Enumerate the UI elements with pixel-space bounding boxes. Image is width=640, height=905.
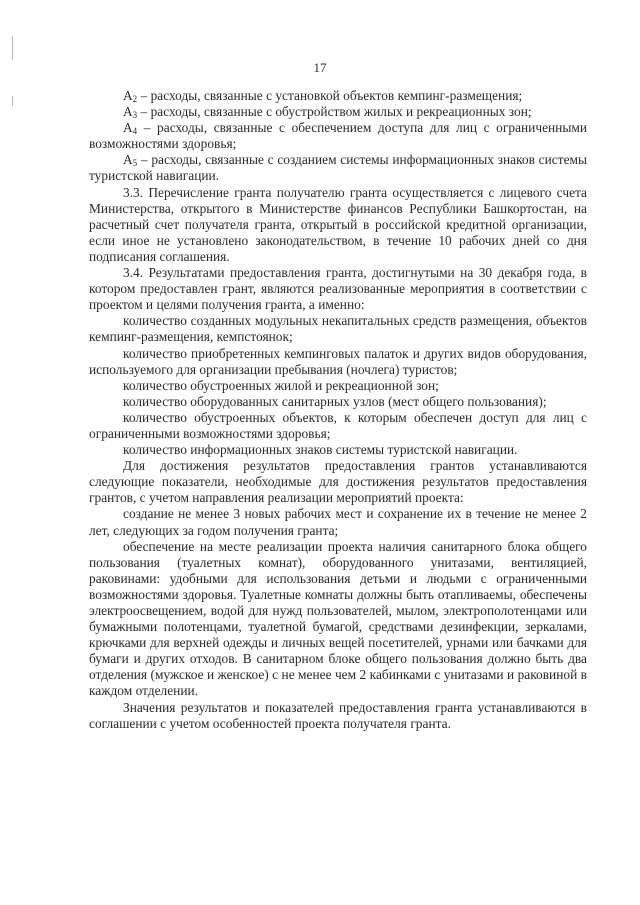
formula-subscript: 3: [132, 110, 138, 121]
paragraph: [89, 88, 587, 104]
paragraph: 3.3. Перечисление гранта получателю гранта осуществляется с лицевого счета Министерства, открытого в Министерстве финансов Республики Башкортостан, на расчетный счет получателя гранта, открытый в российской кредитной организации, если иное не установлено законодательством, в течение 10 рабочих дней со дня подписания соглашения.: [89, 184, 587, 264]
paragraph: количество созданных модульных некапитальных средств размещения, объектов кемпинг-размещения, кемпстоянок;: [89, 313, 587, 345]
paragraph: [89, 152, 587, 184]
paragraph-text: – расходы, связанные с созданием системы информационных знаков системы туристской навигации.: [89, 152, 587, 184]
formula-subscript: 5: [132, 158, 138, 169]
document-body: [89, 88, 587, 732]
paragraph-text: – расходы, связанные с обеспечением доступа для лиц с ограниченными возможностями здоровья;: [89, 120, 587, 152]
paragraph: [89, 120, 587, 152]
paragraph: создание не менее 3 новых рабочих мест и сохранение их в течение не менее 2 лет, следующих за годом получения гранта;: [89, 506, 587, 538]
scan-edge-mark: [12, 36, 13, 60]
paragraph: обеспечение на месте реализации проекта наличия санитарного блока общего пользования (туалетных комнат), оборудованного унитазами, вентиляцией, раковинами: удобными для использования детьми и людьми с ограниченными возможностями здоровья. Туалетные комнаты должны быть отапливаемы, обеспечены электроосвещением, водой для нужд пользователей, мылом, электрополотенцами или бумажными полотенцами, туалетной бумагой, средствами дезинфекции, зеркалами, крючками для верхней одежды и личных вещей посетителей, урнами или бачками для бумаги и других отходов. В санитарном блоке общего пользования должно быть два отделения (мужское и женское) с не менее чем 2 кабинками с унитазами и раковиной в каждом отделении.: [89, 538, 587, 699]
paragraph-text: – расходы, связанные с обустройством жилых и рекреационных зон;: [137, 104, 532, 120]
page-number: 17: [313, 60, 327, 75]
formula-symbol: А: [123, 120, 133, 136]
paragraph: 3.4. Результатами предоставления гранта, достигнутыми на 30 декабря года, в котором предоставлен грант, являются реализованные мероприятия в соответствии с проектом и целями получения гранта, а именно:: [89, 265, 587, 313]
paragraph-text: – расходы, связанные с установкой объектов кемпинг-размещения;: [137, 88, 523, 103]
paragraph: количество обустроенных объектов, к которым обеспечен доступ для лиц с ограниченными возможностями здоровья;: [89, 409, 587, 441]
paragraph: количество приобретенных кемпинговых палаток и других видов оборудования, используемого для организации пребывания (ночлега) туристов;: [89, 345, 587, 377]
formula-subscript: 4: [132, 126, 138, 137]
paragraph: количество обустроенных жилой и рекреационной зон;: [123, 377, 439, 393]
formula-symbol: А: [123, 152, 133, 168]
formula-symbol: А: [123, 104, 133, 120]
paragraph: количество информационных знаков системы туристской навигации.: [123, 442, 518, 458]
formula-symbol: А: [123, 88, 133, 103]
formula-subscript: 2: [132, 94, 138, 104]
paragraph: Значения результатов и показателей предоставления гранта устанавливаются в соглашении с учетом особенностей проекта получателя гранта.: [89, 699, 587, 731]
paragraph: количество оборудованных санитарных узлов (мест общего пользования);: [123, 393, 547, 409]
paragraph: [89, 104, 587, 120]
paragraph: Для достижения результатов предоставления грантов устанавливаются следующие показатели, необходимые для достижения результатов предоставления грантов, с учетом направления реализации мероприятий проекта:: [89, 458, 587, 506]
scan-edge-mark: [12, 96, 13, 106]
